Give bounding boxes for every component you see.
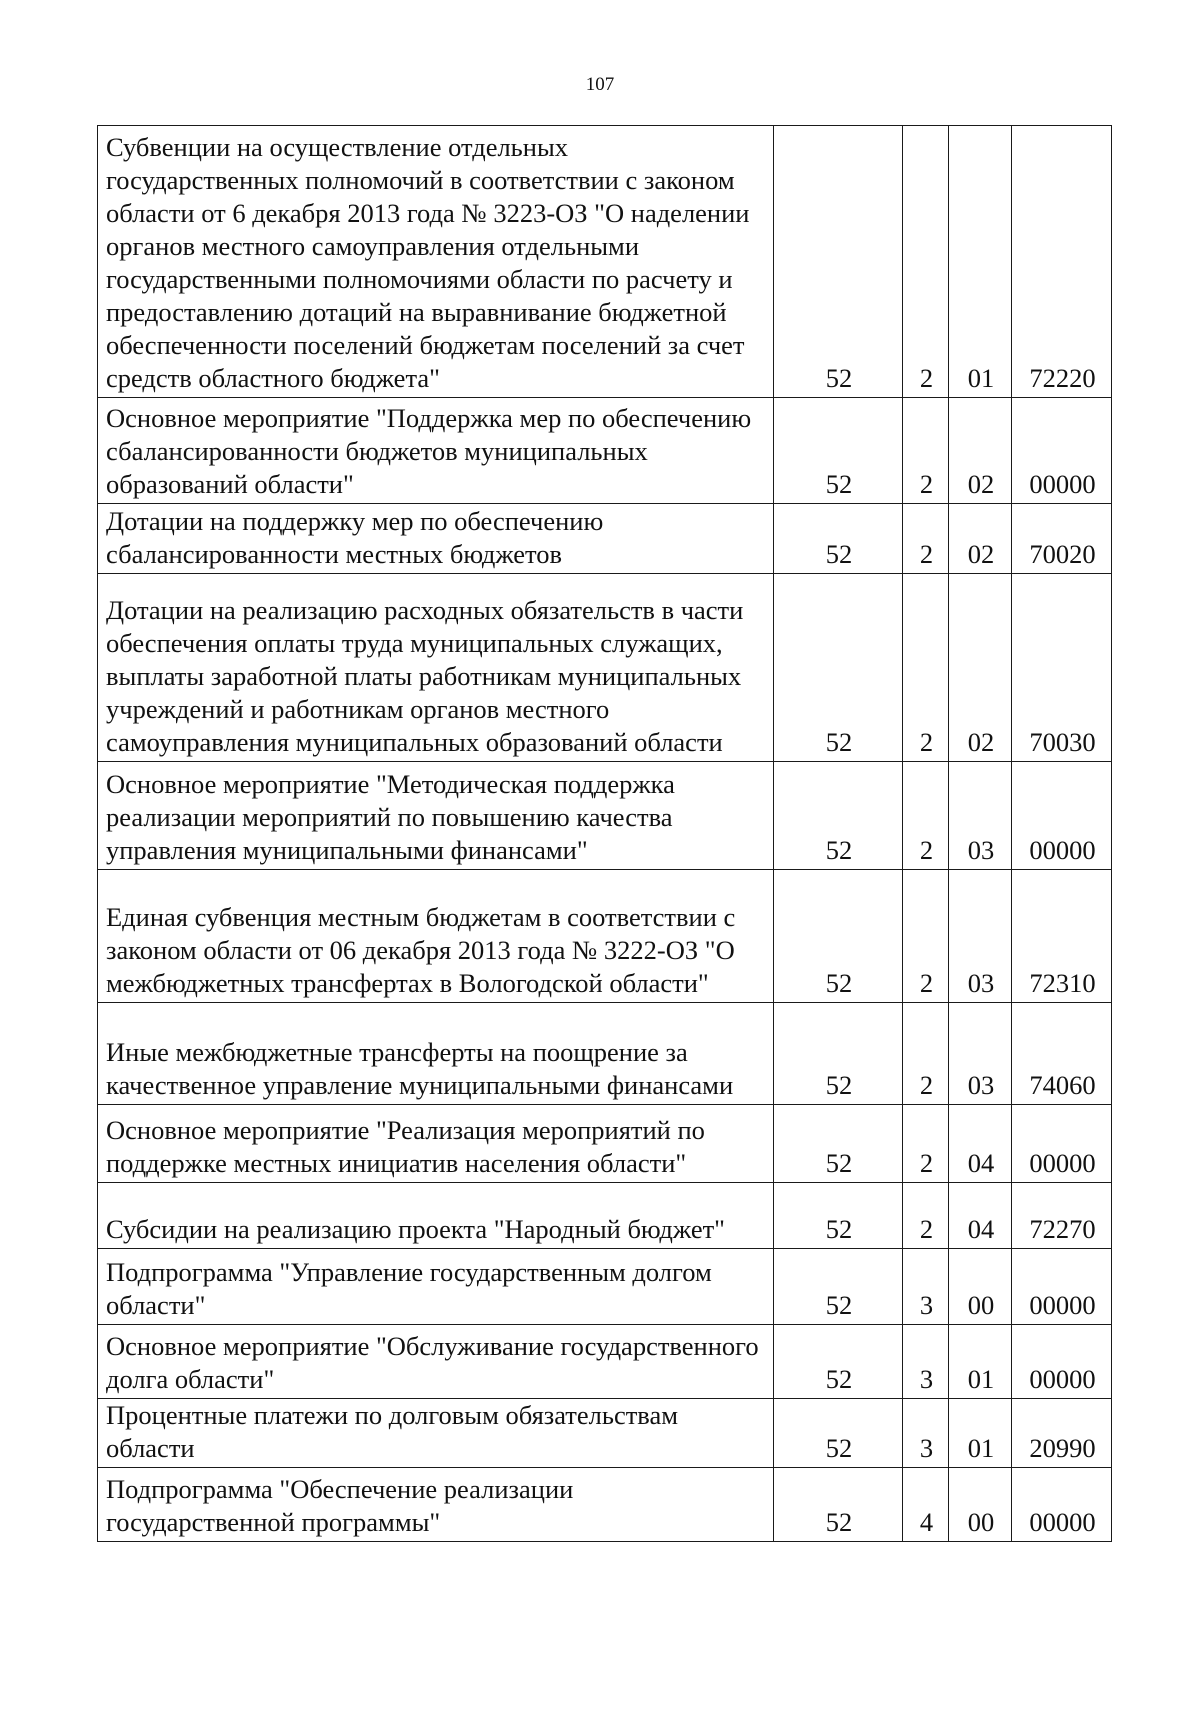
expense-code: 72220 (1012, 126, 1112, 398)
table-row (98, 1468, 1112, 1542)
row-description: Субсидии на реализацию проекта "Народный бюджет" (98, 1183, 774, 1249)
table-row (98, 126, 1112, 398)
main-activity-code: 02 (949, 574, 1012, 762)
table-row (98, 870, 1112, 1003)
table-row (98, 1325, 1112, 1399)
row-description: Основное мероприятие "Поддержка мер по обеспечению сбалансированности бюджетов муниципальных образований области" (98, 398, 774, 504)
table-row (98, 762, 1112, 870)
row-description: Дотации на реализацию расходных обязательств в части обеспечения оплаты труда муниципальных служащих, выплаты заработной платы работникам муниципальных учреждений и работникам органов местного самоуправления муниципальных образований области (98, 574, 774, 762)
main-activity-code: 02 (949, 504, 1012, 574)
program-code: 52 (774, 762, 903, 870)
expense-code: 70020 (1012, 504, 1112, 574)
main-activity-code: 03 (949, 762, 1012, 870)
subprogram-code: 2 (903, 870, 949, 1003)
row-description: Основное мероприятие "Обслуживание государственного долга области" (98, 1325, 774, 1399)
subprogram-code: 2 (903, 504, 949, 574)
subprogram-code: 2 (903, 574, 949, 762)
row-description: Подпрограмма "Управление государственным долгом области" (98, 1249, 774, 1325)
main-activity-code: 00 (949, 1468, 1012, 1542)
budget-classification-table (97, 125, 1112, 1542)
expense-code: 00000 (1012, 398, 1112, 504)
expense-code: 20990 (1012, 1399, 1112, 1468)
row-description: Субвенции на осуществление отдельных государственных полномочий в соответствии с законом области от 6 декабря 2013 года № 3223-ОЗ "О наделении органов местного самоуправления отдельными государственными полномочиями области по расчету и предоставлению дотаций на выравнивание бюджетной обеспеченности поселений бюджетам поселений за счет средств областного бюджета" (98, 126, 774, 398)
program-code: 52 (774, 1183, 903, 1249)
row-description: Дотации на поддержку мер по обеспечению сбалансированности местных бюджетов (98, 504, 774, 574)
program-code: 52 (774, 1325, 903, 1399)
program-code: 52 (774, 1399, 903, 1468)
main-activity-code: 03 (949, 1003, 1012, 1105)
table-row (98, 1183, 1112, 1249)
program-code: 52 (774, 1105, 903, 1183)
program-code: 52 (774, 574, 903, 762)
main-activity-code: 03 (949, 870, 1012, 1003)
expense-code: 00000 (1012, 1325, 1112, 1399)
subprogram-code: 2 (903, 1183, 949, 1249)
main-activity-code: 00 (949, 1249, 1012, 1325)
table-row (98, 398, 1112, 504)
expense-code: 70030 (1012, 574, 1112, 762)
page-number: 107 (585, 74, 615, 95)
row-description: Основное мероприятие "Методическая поддержка реализации мероприятий по повышению качества управления муниципальными финансами" (98, 762, 774, 870)
subprogram-code: 2 (903, 762, 949, 870)
program-code: 52 (774, 1249, 903, 1325)
table-row (98, 1249, 1112, 1325)
subprogram-code: 2 (903, 1105, 949, 1183)
program-code: 52 (774, 1468, 903, 1542)
subprogram-code: 4 (903, 1468, 949, 1542)
main-activity-code: 01 (949, 126, 1012, 398)
program-code: 52 (774, 1003, 903, 1105)
subprogram-code: 3 (903, 1249, 949, 1325)
subprogram-code: 2 (903, 1003, 949, 1105)
row-description: Процентные платежи по долговым обязательствам области (98, 1399, 774, 1468)
row-description: Основное мероприятие "Реализация мероприятий по поддержке местных инициатив населения области" (98, 1105, 774, 1183)
main-activity-code: 04 (949, 1183, 1012, 1249)
expense-code: 00000 (1012, 762, 1112, 870)
table-row (98, 1003, 1112, 1105)
program-code: 52 (774, 870, 903, 1003)
expense-code: 00000 (1012, 1105, 1112, 1183)
expense-code: 00000 (1012, 1468, 1112, 1542)
table-row (98, 1105, 1112, 1183)
program-code: 52 (774, 504, 903, 574)
main-activity-code: 01 (949, 1399, 1012, 1468)
main-activity-code: 02 (949, 398, 1012, 504)
row-description: Иные межбюджетные трансферты на поощрение за качественное управление муниципальными финансами (98, 1003, 774, 1105)
subprogram-code: 2 (903, 398, 949, 504)
row-description: Подпрограмма "Обеспечение реализации государственной программы" (98, 1468, 774, 1542)
subprogram-code: 3 (903, 1399, 949, 1468)
program-code: 52 (774, 126, 903, 398)
expense-code: 72310 (1012, 870, 1112, 1003)
table-row (98, 574, 1112, 762)
table-row (98, 1399, 1112, 1468)
main-activity-code: 01 (949, 1325, 1012, 1399)
expense-code: 00000 (1012, 1249, 1112, 1325)
row-description: Единая субвенция местным бюджетам в соответствии с законом области от 06 декабря 2013 года № 3222-ОЗ "О межбюджетных трансфертах в Вологодской области" (98, 870, 774, 1003)
program-code: 52 (774, 398, 903, 504)
expense-code: 72270 (1012, 1183, 1112, 1249)
main-activity-code: 04 (949, 1105, 1012, 1183)
subprogram-code: 2 (903, 126, 949, 398)
expense-code: 74060 (1012, 1003, 1112, 1105)
subprogram-code: 3 (903, 1325, 949, 1399)
table-row (98, 504, 1112, 574)
